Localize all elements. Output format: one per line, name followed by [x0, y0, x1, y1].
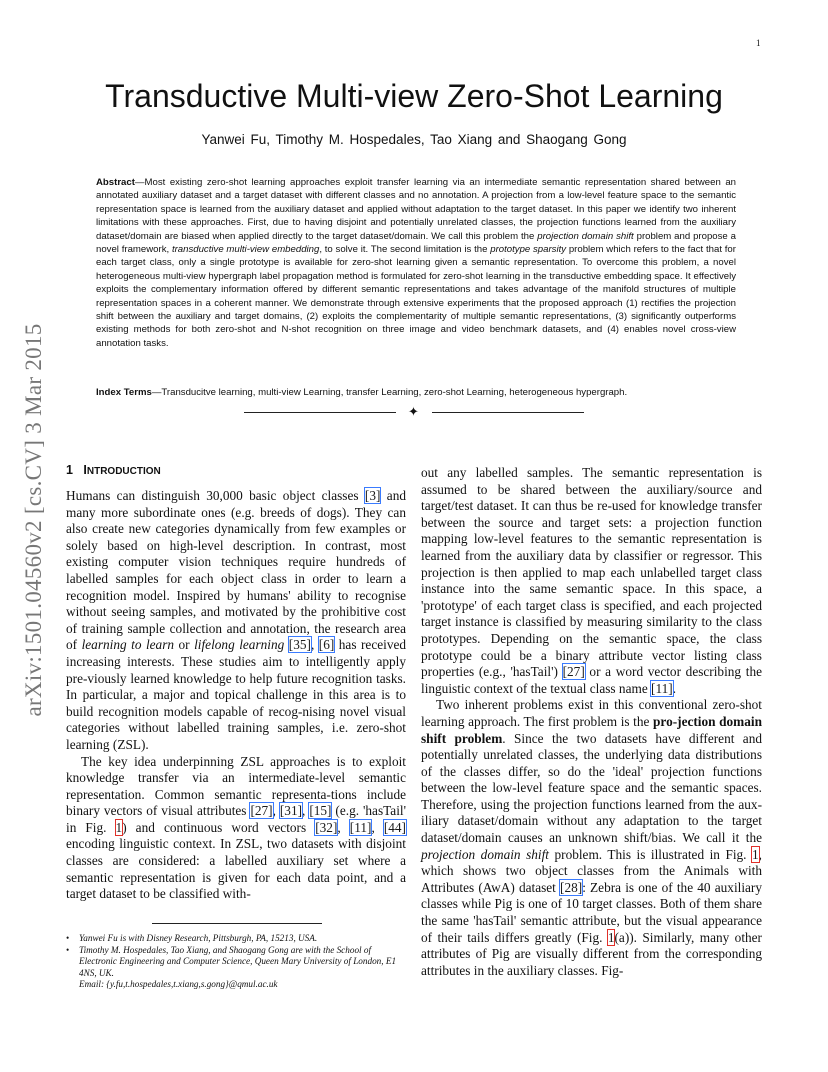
citation-link[interactable]: [27]	[250, 803, 273, 819]
citation-link[interactable]: [44]	[383, 819, 406, 835]
text-run: out any labelled samples. The semantic representation is assumed to be shared between the auxiliary/source and target/test dataset. It can thus be re-used for knowledge transfer between the source and target sets: a projection function mapping low-level features to the semantic representation is learned from the auxiliary data by classifier or regressor. This projection is then applied to map each unlabelled target class instance into the same semantic space. In this space, a 'prototype' of each target class is specified, and each projected target instance is classified by measuring similarity to the class prototypes. Depending on the semantic space, the class prototype could be a binary attribute vector listing class properties (e.g., 'hasTail')	[421, 465, 762, 680]
text-run: ) and continuous word vectors	[122, 819, 316, 835]
text-run: , which shows two object classes from the Animals with Attributes (AwA) dataset	[421, 846, 762, 895]
citation-link[interactable]: [27]	[562, 664, 585, 680]
separator-ornament-icon: ✦	[408, 404, 419, 419]
section-separator	[244, 404, 584, 422]
index-terms-text: —Transducitve learning, multi-view Learning, transfer Learning, zero-shot Learning, heterogeneous hypergraph.	[151, 387, 628, 398]
citation-link[interactable]: [28]	[560, 879, 583, 895]
arxiv-sidebar	[18, 288, 50, 752]
text-run: : Zebra is one of the 40 auxiliary classes while Pig is one of 10 target classes. Both of them share the same 'hasTail' semantic attribute, but the visual appearance of their tails differs greatly (Fig.	[421, 879, 762, 945]
paper-title: Transductive Multi-view Zero-Shot Learning	[105, 78, 723, 114]
figure-link[interactable]: 1	[752, 846, 759, 862]
text-run: .	[672, 680, 677, 696]
text-run: ,	[302, 803, 310, 819]
text-run: has received increasing interests. These studies aim to intelligently apply pre-viously learned knowledge to help future recognition tasks. In particular, a major and topical challenge in this area is to build recognition models capable of recog-nising novel visual categories without labelled training samples, i.e. zero-shot learning (ZSL).	[66, 637, 407, 752]
abstract	[96, 176, 736, 350]
citation-link[interactable]: [3]	[364, 488, 381, 503]
author-list: Yanwei Fu, Timothy M. Hospedales, Tao Xiang and Shaogang Gong	[201, 132, 627, 147]
emphasis: lifelong learning	[194, 637, 285, 653]
index-terms	[96, 386, 736, 399]
abstract-text: , to solve it. The second limitation is the	[319, 244, 491, 256]
abstract-emphasis: prototype sparsity	[490, 244, 567, 256]
abstract-text: —Most existing zero-shot learning approaches exploit transfer learning via an intermediate semantic representation shared between an annotated auxiliary dataset and a target dataset with different classes and no annotation. A projection from a low-level feature space to the semantic representation space is learned from the auxiliary dataset and applied without adaptation to the target dataset. In this paper we identify two inherent limitations with these approaches. First, due to having disjoint and potentially unrelated classes, the projection functions learned from the auxiliary dataset/domain are biased when applied directly to the target dataset/domain. We call this problem the	[96, 177, 736, 242]
citation-link[interactable]: [6]	[318, 637, 335, 653]
arxiv-identifier: arXiv:1501.04560v2 [cs.CV] 3 Mar 2015	[21, 323, 46, 717]
citation-link[interactable]: [32]	[315, 819, 338, 835]
citation-link[interactable]: [35]	[288, 637, 311, 653]
separator-line-left	[244, 412, 396, 413]
citation-link[interactable]: [11]	[349, 819, 372, 835]
footnote-email: Email: {y.fu,t.hospedales,t.xiang,s.gong}@qmul.ac.uk	[79, 979, 278, 990]
footnote-rule	[152, 923, 322, 924]
text-run: problem. This is illustrated in Fig.	[548, 846, 753, 862]
footnote-item: • Yanwei Fu is with Disney Research, Pittsburgh, PA, 15213, USA.	[66, 933, 408, 945]
citation-link[interactable]: [31]	[279, 803, 303, 819]
text-run: ,	[337, 819, 350, 835]
text-run: Humans can distinguish 30,000 basic object classes	[66, 488, 365, 503]
text-run: Two inherent problems exist in this conventional zero-shot learning approach. The first problem is the	[421, 697, 762, 729]
text-run: ,	[272, 803, 280, 819]
citation-link[interactable]: [11]	[651, 680, 673, 696]
section-heading	[66, 463, 161, 477]
right-column	[421, 465, 762, 979]
index-terms-label: Index Terms	[96, 387, 152, 398]
emphasis: projection domain shift	[421, 846, 549, 862]
figure-link[interactable]: 1	[607, 929, 615, 945]
paragraph	[66, 488, 406, 754]
abstract-label: Abstract	[96, 177, 135, 188]
paragraph	[66, 754, 406, 903]
text-run: . Since the two datasets have different and potentially unrelated classes, the underlying data distributions of the classes differ, so do the 'ideal' projection functions between the low-level feature space and the semantic spaces. Therefore, using the projection functions learned from the aux-iliary dataset/domain without any adaptation to the target dataset/domain causes an unknown shift/bias. We call it the	[421, 730, 763, 846]
footnote-text: Timothy M. Hospedales, Tao Xiang, and Shaogang Gong are with the School of Electronic Engineering and Computer Science, Queen Mary University of London, E1 4NS, UK.	[79, 944, 397, 978]
citation-link[interactable]: [15]	[309, 803, 332, 819]
text-run: ,	[310, 637, 319, 653]
text-run: The key idea underpinning ZSL approaches is to exploit knowledge transfer via an intermediate-level semantic representation. Common semantic representa-tions include binary vectors of visual attributes	[66, 753, 406, 819]
section-title-initial: I	[83, 463, 87, 477]
text-run: or a word vector describing the linguistic context of the textual class name	[421, 664, 762, 696]
separator-line-right	[432, 412, 584, 413]
abstract-emphasis: projection domain shift	[537, 230, 634, 242]
page-number: 1	[756, 38, 761, 48]
left-column	[66, 488, 406, 903]
text-run: and many more subordinate ones (e.g. breeds of dogs). They can also create new categories dynamically from few examples or solely based on high-level description. In contrast, most existing computer vision techniques require hundreds of labelled samples for each object class in order to learn a recognition model. Inspired by humans' ability to recognise without seeing samples, and motivated by the prohibitive cost of training sample collection and annotation, the research area of	[66, 488, 406, 653]
text-run: (a)). Similarly, many other attributes of Pig are visually different from the corresponding attributes in the auxiliary classes. Fig-	[421, 929, 762, 978]
section-title-rest: NTRODUCTION	[86, 466, 161, 477]
text-run: (e.g. 'hasTail' in Fig.	[66, 803, 406, 835]
abstract-emphasis: transductive multi-view embedding	[171, 244, 320, 256]
section-number: 1	[66, 463, 73, 477]
bold-term: pro-jection domain shift problem	[421, 713, 762, 746]
text-run: ,	[371, 819, 384, 835]
paragraph	[421, 697, 762, 979]
abstract-text: problem and propose a novel framework,	[96, 230, 736, 256]
text-run: encoding linguistic context. In ZSL, two datasets with disjoint classes are considered: a labelled auxiliary set where a semantic representation is given for each data point, and a target dataset to be classified with-	[66, 836, 406, 902]
footnote-item	[66, 945, 408, 991]
text-run: or	[174, 637, 195, 653]
paragraph	[421, 465, 762, 697]
emphasis: learning to learn	[81, 637, 175, 653]
figure-link[interactable]: 1	[115, 819, 123, 835]
abstract-text: problem which refers to the fact that for each target class, only a single prototype is available for zero-shot learning given a semantic representation. To overcome this problem, a novel heterogeneous multi-view hypergraph label propagation method is formulated for zero-shot learning in the transductive embedding space. It effectively exploits the complementary information offered by different semantic representations and takes advantage of the manifold structures of multiple representation spaces in a coherent manner. We demonstrate through extensive experiments that the proposed approach (1) rectifies the projection shift between the auxiliary and target domains, (2) exploits the complementarity of multiple semantic representations, (3) significantly outperforms existing methods for both zero-shot and N-shot recognition on three image and video benchmark datasets, and (4) enables novel cross-view annotation tasks.	[96, 244, 736, 349]
footnotes	[66, 933, 408, 991]
